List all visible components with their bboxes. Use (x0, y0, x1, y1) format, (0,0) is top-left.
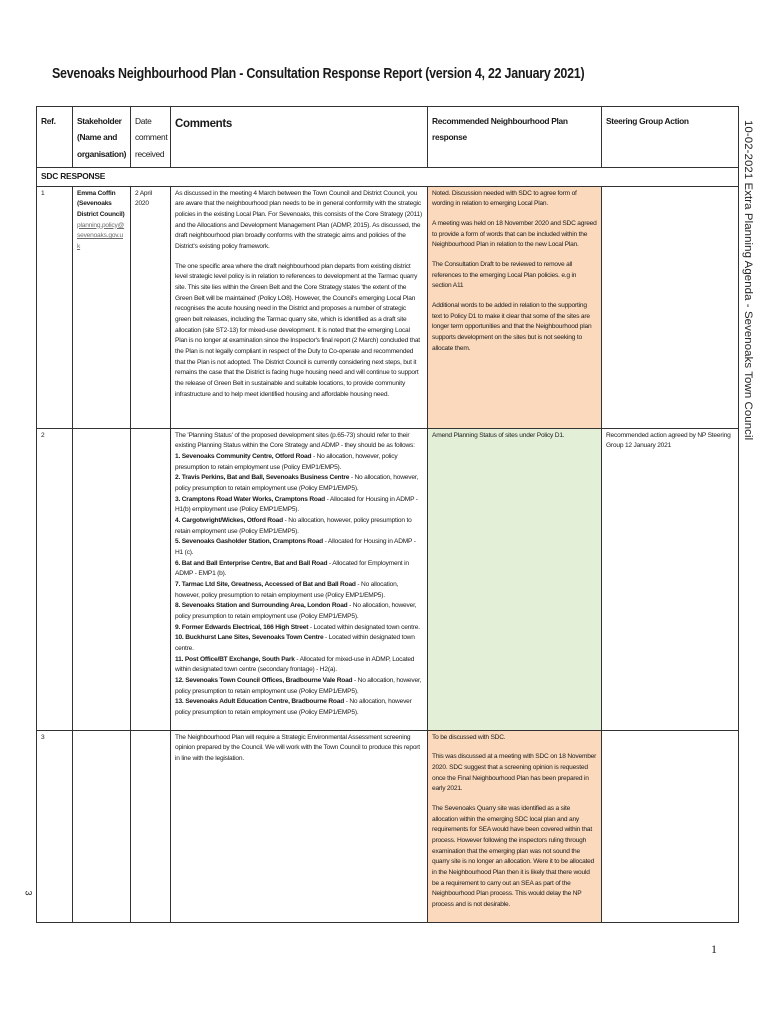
site-status: - Allocated for Housing in ADMP - H1 (c). (175, 538, 416, 556)
row-steering (602, 730, 739, 922)
section-row (37, 168, 739, 187)
table-row (37, 428, 739, 730)
site-name: 6. Bat and Ball Enterprise Centre, Bat and Ball Road (175, 559, 328, 567)
header-steering: Steering Group Action (602, 107, 739, 168)
side-page-marker: 3 (23, 890, 34, 896)
stakeholder-email-link[interactable]: planning.policy@sevenoaks.gov.uk (77, 221, 125, 250)
row-ref: 3 (37, 730, 73, 922)
site-status: - Located within designated town centre. (175, 634, 415, 653)
agenda-sidebar-text: 10-02-2021 Extra Planning Agenda - Sevenoaks Town Council (742, 120, 754, 441)
site-name: 12. Sevenoaks Town Council Offices, Bradbourne Vale Road (175, 677, 353, 685)
row-recommended (428, 730, 602, 922)
row-ref: 1 (37, 186, 73, 428)
site-status: - No allocation, however, policy presumption to retain employment use (Policy EMP1/EMP5). (175, 602, 417, 621)
site-item (175, 676, 423, 697)
site-item (175, 601, 423, 622)
header-date: Date comment received (131, 107, 171, 168)
site-name: 3. Cramptons Road Water Works, Cramptons Road (175, 495, 326, 503)
site-item (175, 580, 423, 601)
site-item (175, 473, 423, 494)
site-name: 5. Sevenoaks Gasholder Station, Cramptons Road (175, 538, 323, 546)
recommended-paragraph: Amend Planning Status of sites under Policy D1. (432, 431, 565, 439)
row-stakeholder (73, 428, 131, 730)
row-stakeholder (73, 186, 131, 428)
site-name: 2. Travis Perkins, Bat and Ball, Sevenoaks Business Centre (175, 474, 350, 482)
site-item (175, 495, 423, 516)
recommended-paragraph: Additional words to be added in relation to the supporting text to Policy D1 to make it clear that some of the sites are longer term opportunities and that the Neighbourhood plan supports development on the sites but is not seeking to allocate them. (432, 301, 592, 352)
site-status: - Allocated for Housing in ADMP - H1(b) employment use (Policy EMP1/EMP5). (175, 495, 418, 514)
header-row (37, 107, 739, 168)
recommended-paragraph: This was discussed at a meeting with SDC on 18 November 2020. SDC suggest that a screening opinion is requested once the Final Neighbourhood Plan has been prepared in early 2021. (432, 753, 597, 793)
site-status: - Allocated for Employment in ADMP - EMP1 (b). (175, 559, 409, 578)
site-list (175, 452, 423, 719)
section-title: SDC RESPONSE (37, 168, 739, 187)
recommended-paragraph: The Consultation Draft to be reviewed to remove all references to the emerging Local Plan policies. e.g in section A11 (432, 260, 577, 290)
comment-paragraph: The Neighbourhood Plan will require a Strategic Environmental Assessment screening opinion prepared by the Council. We will work with the Town Council to produce this report in line with the legislation. (175, 733, 420, 762)
row-ref: 2 (37, 428, 73, 730)
row-date (131, 730, 171, 922)
site-status: - No allocation, however, policy presumption to retain employment use (Policy EMP1/EMP5). (175, 452, 398, 471)
consultation-table (36, 106, 739, 923)
page-number: 1 (711, 942, 717, 956)
site-status: - No allocation, however, policy presumption to retain employment use (Policy EMP1/EMP5). (175, 516, 412, 535)
site-status: - Allocated for mixed-use in ADMP, Located within designated town centre (secondary frontage) - H2(a). (175, 655, 415, 674)
site-item (175, 697, 423, 718)
recommended-paragraph: To be discussed with SDC. (432, 733, 506, 741)
row-comments (171, 730, 428, 922)
site-name: 10. Buckhurst Lane Sites, Sevenoaks Town Centre (175, 634, 324, 642)
site-name: 8. Sevenoaks Station and Surrounding Area, London Road (175, 602, 348, 610)
site-name: 9. Former Edwards Electrical, 166 High Street (175, 623, 309, 631)
row-stakeholder (73, 730, 131, 922)
header-ref: Ref. (37, 107, 73, 168)
site-name: 13. Sevenoaks Adult Education Centre, Bradbourne Road (175, 698, 345, 706)
header-recommended: Recommended Neighbourhood Plan response (428, 107, 602, 168)
comment-intro: The 'Planning Status' of the proposed development sites (p.65-73) should refer to their existing Planning Status within the Core Strategy and ADMP - they should be as follows: (175, 431, 415, 450)
recommended-paragraph: A meeting was held on 18 November 2020 and SDC agreed to provide a form of words that can be included within the Neighbourhood Plan in relation to the new Local Plan. (432, 219, 597, 249)
site-status: - No allocation, however, policy presumption to retain employment use (Policy EMP1/EMP5). (175, 581, 399, 599)
site-name: 1. Sevenoaks Community Centre, Otford Road (175, 452, 312, 460)
comment-paragraph: As discussed in the meeting 4 March between the Town Council and District Council, you are aware that the neighbourhood plan needs to be in general conformity with the strategic policies in the existing Local Plan. For Sevenoaks, this consists of the Core Strategy (2011) and the Allocations and Development Management Plan (ADMP, 2015). As discussed, the draft neighbourhood plan broadly conforms with the strategic aims and policies of the District's existing policy framework. (175, 189, 422, 250)
table-row (37, 186, 739, 428)
header-stakeholder: Stakeholder (Name and organisation) (73, 107, 131, 168)
page-title: Sevenoaks Neighbourhood Plan - Consultation Response Report (version 4, 22 January 2021) (52, 66, 585, 82)
site-status: - Located within designated town centre. (308, 623, 420, 631)
site-item (175, 655, 423, 676)
site-name: 7. Tarmac Ltd Site, Greatness, Accessed of Bat and Ball Road (175, 581, 356, 589)
site-name: 11. Post Office/BT Exchange, South Park (175, 655, 295, 663)
site-item (175, 452, 423, 473)
row-comments (171, 428, 428, 730)
site-item (175, 537, 423, 558)
table-row (37, 730, 739, 922)
row-recommended (428, 186, 602, 428)
stakeholder-name: Emma Coffin (Sevenoaks District Council) (77, 189, 125, 218)
row-steering: Recommended action agreed by NP Steering Group 12 January 2021 (602, 428, 739, 730)
site-name: 4. Cargotwright/Wickes, Otford Road (175, 516, 283, 524)
row-comments (171, 186, 428, 428)
row-steering (602, 186, 739, 428)
recommended-paragraph: The Sevenoaks Quarry site was identified as a site allocation within the emerging SDC local plan and any requirements for SEA would have been covered within that process. However following the inspectors ruling through examination that the emerging plan was not sound the quarry site is no longer an allocation. Were it to be allocated in the Neighbourhood Plan then it is likely that there would be a requirement to carry out an SEA as part of the Neighbourhood Plan process. This would delay the NP process and is not desirable. (432, 804, 595, 909)
site-item (175, 559, 423, 580)
row-date (131, 428, 171, 730)
site-status: - No allocation, however, policy presumption to retain employment use (Policy EMP1/EMP5). (175, 474, 419, 492)
site-status: - No allocation, however, policy presumption to retain employment use (Policy EMP1/EMP5). (175, 677, 422, 695)
comment-paragraph: The one specific area where the draft neighbourhood plan departs from existing district level strategic level policy is in relation to references to development at the Tarmac quarry site. This site lies within the Green Belt and the Core Strategy states 'the extent of the Green Belt will be maintained' (Policy LO8). However, the Council's emerging Local Plan recognises the acute housing need in the District and proposes a number of strategic green belt releases, including the Tarmac quarry site, which is identified as a draft site allocation (site ST2-13) for mixed-use development. It is noted that the emerging Local Plan is no longer at examination since the Inspector's final report (2 March) concluded that the Plan is not legally compliant in respect of the Duty to Co-operate and recommended that the Plan is not adopted. The District Council is currently considering next steps, but it remains the case that the District is facing huge housing need and will continue to support the release of Green Belt in sustainable and suitable locations, to provide community infrastructure and to help meet identified housing and affordable housing need. (175, 262, 420, 398)
header-comments: Comments (171, 107, 428, 168)
site-status: - No allocation, however policy presumption to retain employment use (Policy EMP1/EMP5). (175, 698, 412, 717)
recommended-paragraph: Noted. Discussion needed with SDC to agree form of wording in relation to emerging Local Plan. (432, 189, 577, 208)
site-item (175, 623, 423, 634)
site-item (175, 633, 423, 654)
site-item (175, 516, 423, 537)
row-date: 2 April 2020 (131, 186, 171, 428)
row-recommended (428, 428, 602, 730)
